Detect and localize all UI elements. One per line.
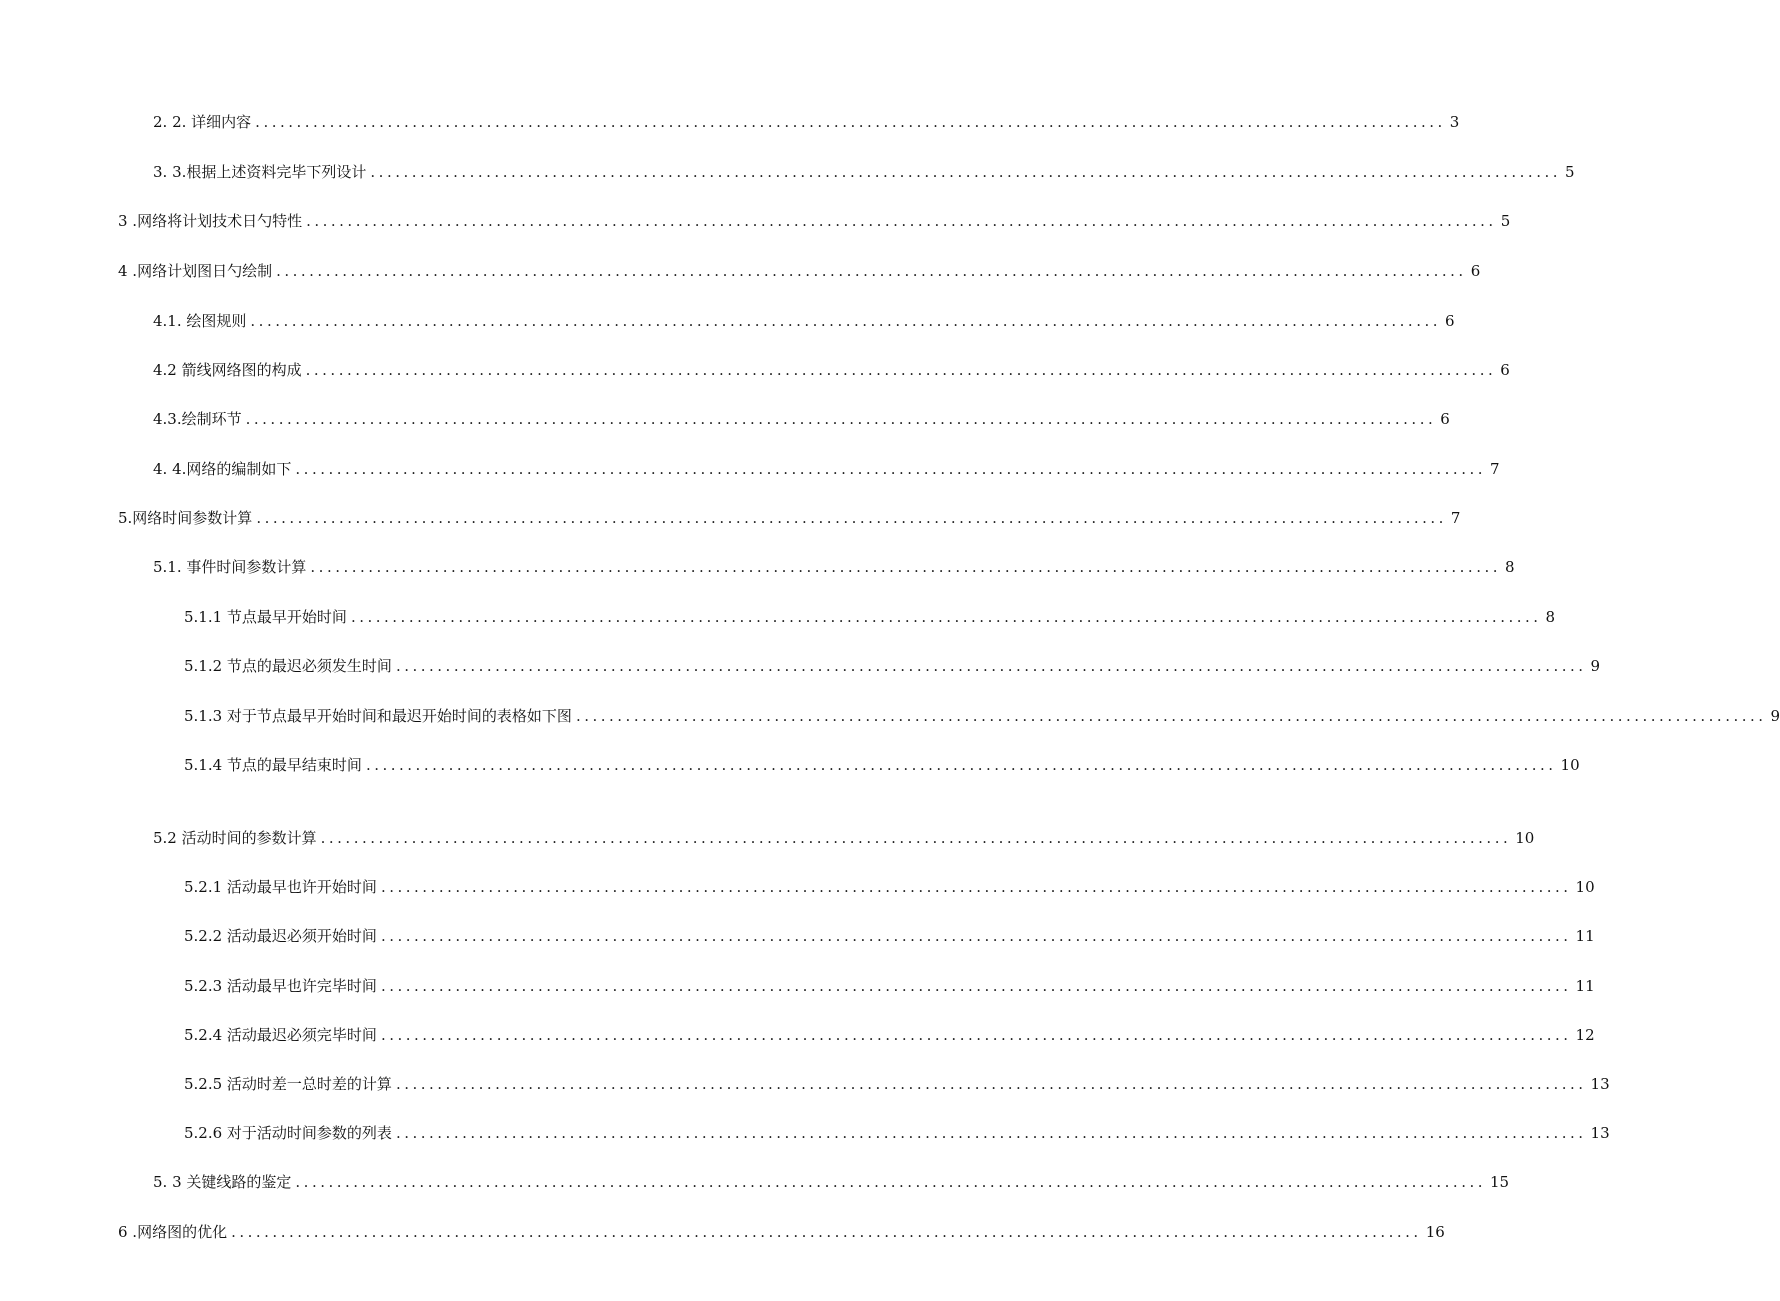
toc-leader-dots: ................................................................................................................................................ [380,927,1572,945]
toc-entry[interactable] [118,207,1511,231]
toc-entry[interactable] [153,158,1575,182]
toc-entry-page: 10 [1575,878,1595,896]
toc-entry-title: 5.1.1 节点最早开始时间 [184,608,347,626]
toc-entry[interactable] [118,504,1461,528]
toc-leader-dots: ................................................................................................................................................ [380,977,1572,995]
toc-entry[interactable] [184,751,1580,775]
toc-leader-dots: ................................................................................................................................................ [295,1173,1487,1191]
toc-leader-dots: ................................................................................................................................................ [306,212,1497,230]
toc-entry-title: 5.2.6 对于活动时间参数的列表 [184,1124,392,1142]
toc-entry[interactable] [118,1218,1445,1242]
toc-entry-page: 12 [1575,1026,1595,1044]
toc-entry-page: 6 [1470,262,1481,280]
toc-entry[interactable] [184,873,1595,897]
toc-entry-page: 11 [1575,977,1595,995]
toc-leader-dots: ................................................................................................................................................ [370,163,1562,181]
toc-entry-title: 5.2.2 活动最迟必须开始时间 [184,927,377,945]
toc-leader-dots: ................................................................................................................................................ [250,312,1442,330]
toc-entry-page: 9 [1590,657,1601,675]
toc-leader-dots: ................................................................................................................................................ [320,829,1512,847]
toc-leader-dots: ................................................................................................................................................ [365,756,1557,774]
toc-entry-title: 5.2.3 活动最早也许完毕时间 [184,977,377,995]
toc-leader-dots: ................................................................................................................................................ [350,608,1542,626]
toc-entry[interactable] [184,1070,1610,1094]
toc-entry-page: 11 [1575,927,1595,945]
toc-entry-page: 7 [1450,509,1461,527]
toc-entry-title: 5.1. 事件时间参数计算 [153,558,307,576]
toc-entry[interactable] [118,257,1481,281]
toc-entry-title: 5.网络时间参数计算 [118,509,253,527]
toc-entry-title: 5.2 活动时间的参数计算 [153,829,317,847]
toc-entry[interactable] [153,553,1515,577]
toc-entry-page: 10 [1515,829,1535,847]
toc-leader-dots: ................................................................................................................................................ [380,1026,1572,1044]
toc-entry-title: 6 .网络图的优化 [118,1223,228,1241]
toc-entry-page: 7 [1490,460,1500,478]
toc-entry-page: 6 [1445,312,1455,330]
toc-entry-page: 8 [1545,608,1556,626]
toc-entry-page: 6 [1500,361,1510,379]
toc-entry-page: 3 [1449,113,1460,131]
toc-entry-title: 5.1.4 节点的最早结束时间 [184,756,362,774]
toc-entry-page: 5 [1500,212,1511,230]
toc-entry-page: 6 [1440,410,1450,428]
toc-entry[interactable] [153,307,1455,331]
toc-entry[interactable] [184,702,1780,726]
toc-leader-dots: ................................................................................................................................................ [395,657,1587,675]
toc-leader-dots: ................................................................................................................................................ [310,558,1502,576]
toc-entry-title: 4.1. 绘图规则 [153,312,247,330]
toc-entry[interactable] [184,972,1595,996]
toc-leader-dots: ................................................................................................................................................ [395,1075,1587,1093]
toc-leader-dots: ................................................................................................................................................ [255,113,1446,131]
toc-leader-dots: ................................................................................................................................................ [245,410,1437,428]
toc-entry[interactable] [153,1168,1510,1192]
toc-entry[interactable] [184,1021,1595,1045]
toc-entry-title: 5.1.2 节点的最迟必须发生时间 [184,657,392,675]
toc-entry[interactable] [153,356,1510,380]
toc-leader-dots: ................................................................................................................................................ [575,707,1767,725]
toc-leader-dots: ................................................................................................................................................ [305,361,1497,379]
toc-entry-title: 4. 4.网络的编制如下 [153,460,292,478]
toc-entry-title: 5.2.5 活动时差一总时差的计算 [184,1075,392,1093]
toc-leader-dots: ................................................................................................................................................ [295,460,1487,478]
toc-entry[interactable] [184,922,1595,946]
toc-entry[interactable] [153,455,1500,479]
toc-entry-title: 4.3.绘制环节 [153,410,242,428]
toc-entry[interactable] [153,824,1535,848]
toc-entry-title: 5.2.1 活动最早也许开始时间 [184,878,377,896]
toc-entry-page: 13 [1590,1075,1610,1093]
toc-leader-dots: ................................................................................................................................................ [256,509,1447,527]
toc-entry-page: 15 [1490,1173,1510,1191]
toc-entry[interactable] [153,405,1450,429]
toc-entry-title: 3. 3.根据上述资料完毕下列设计 [153,163,367,181]
toc-entry-page: 8 [1505,558,1515,576]
toc-entry-title: 2. 2. 详细内容 [153,113,252,131]
toc-entry[interactable] [184,652,1601,676]
toc-entry-page: 10 [1560,756,1580,774]
toc-entry[interactable] [184,1119,1610,1143]
toc-leader-dots: ................................................................................................................................................ [380,878,1572,896]
toc-leader-dots: ................................................................................................................................................ [395,1124,1587,1142]
toc-entry-page: 13 [1590,1124,1610,1142]
toc-entry-page: 16 [1425,1223,1445,1241]
toc-entry-page: 9 [1770,707,1780,725]
toc-entry-title: 5.1.3 对于节点最早开始时间和最迟开始时间的表格如下图 [184,707,572,725]
toc-entry[interactable] [184,603,1556,627]
toc-entry-title: 4.2 箭线网络图的构成 [153,361,302,379]
toc-leader-dots: ................................................................................................................................................ [231,1223,1422,1241]
toc-entry-title: 4 .网络计划图日勺绘制 [118,262,273,280]
toc-entry-title: 5. 3 关键线路的鉴定 [153,1173,292,1191]
toc-leader-dots: ................................................................................................................................................ [276,262,1467,280]
toc-entry-title: 3 .网络将计划技术日勺特性 [118,212,303,230]
toc-entry-title: 5.2.4 活动最迟必须完毕时间 [184,1026,377,1044]
toc-entry-page: 5 [1565,163,1575,181]
toc-entry[interactable] [153,108,1460,132]
